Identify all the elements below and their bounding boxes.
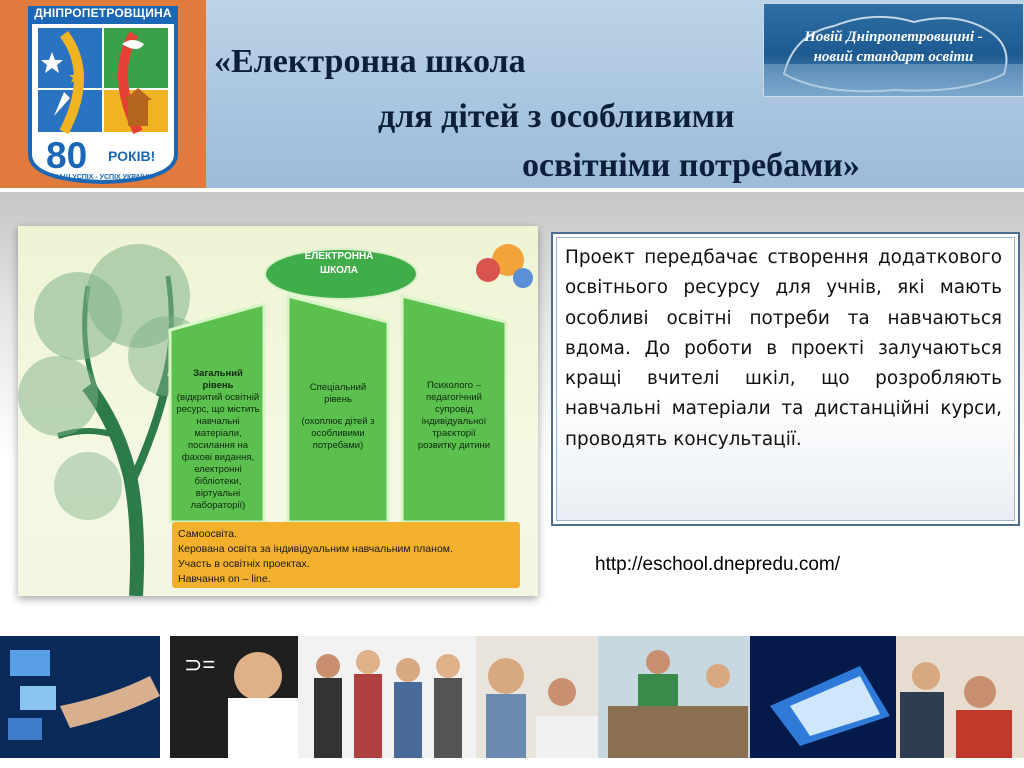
scheme-heading-line-1: ЕЛЕКТРОННА [304,251,374,262]
level-psych-line-3: супровід [435,404,473,415]
self-education-line-3: Участь в освітніх проектах. [178,558,310,570]
students-headphones-photo [476,636,598,758]
level-general-name-1: Загальний [193,368,243,379]
emblem-anniversary-number: 80 [46,135,88,176]
laptop-light-photo [750,636,896,758]
boy-with-math-photo [170,636,298,758]
level-psychological [402,380,506,452]
level-general-detail-2: ресурс, що містить [176,404,260,415]
level-general-detail-5: посилання на [187,440,249,451]
level-special-detail-2: особливими [311,428,365,439]
title-line-1: «Електронна школа [214,43,526,80]
svg-text:⊃=: ⊃= [184,652,216,677]
teenagers-group-photo [298,636,476,758]
self-education-line-2: Керована освіта за індивідуальним навчальним планом. [178,543,453,555]
level-special-detail-1: (охоплює дітей з [301,416,375,427]
banner-line-2: новий стандарт освіти [813,49,974,65]
emblem-anniversary-word: РОКІВ! [108,148,156,164]
students-lab-photo [598,636,750,758]
level-general-detail-4: матеріали, [194,428,242,439]
digital-touch-photo [0,636,160,758]
level-psych-line-5: траєкторії [432,428,476,439]
level-general-detail-1: (відкритий освітній [176,392,260,403]
scheme-heading-line-2: ШКОЛА [320,265,358,276]
emblem-motto: НАШ УСПІХ - УСПІХ УКРАЇНИ! [53,174,155,181]
e-school-scheme [18,226,538,596]
anniversary-emblem [24,4,182,184]
level-psych-line-2: педагогічний [426,392,482,403]
title-line-2: для дітей з особливими [378,98,735,135]
project-description-text: Проект передбачає створення додаткового освітнього ресурсу для учнів, які мають особливі освітні потреби та навчаються вдома. До роботи в проекті залучаються кращі вчителі шкіл, що розробляють навчальні матеріали та дистанційні курси, проводять консультації. [565,247,1002,450]
level-general-name-2: рівень [202,380,234,391]
level-special-name-2: рівень [324,394,352,405]
banner-line-1: Новій Дніпропетровщині - [804,29,983,45]
level-special-detail-3: потребами) [312,440,364,451]
level-general-detail-3: навчальні [196,416,240,427]
level-psych-line-6: розвитку дитини [417,440,491,451]
level-general-detail-9: віртуальні [195,488,241,499]
level-special-name-1: Спеціальний [309,382,367,393]
standard-banner [763,3,1024,97]
level-psych-line-1: Психолого – [427,380,481,391]
self-education-line-1: Самоосвіта. [178,528,238,540]
emblem-region-label: ДНІПРОПЕТРОВЩИНА [34,6,172,20]
photo-strip [0,636,1024,768]
level-general-detail-10: лабораторії) [190,500,246,511]
self-education-line-4: Навчання on – line. [178,573,271,585]
level-general-detail-6: фахові видання, [181,452,255,463]
scheme-heading [264,250,414,278]
level-general-detail-7: електронні [194,464,242,475]
level-general-detail-8: бібліотеки, [194,476,242,487]
project-link[interactable]: http://eschool.dnepredu.com/ [595,554,841,575]
level-special [288,382,388,452]
students-study-photo [896,636,1024,758]
level-psych-line-4: індивідуальної [421,416,487,427]
title-line-3: освітніми потребами» [522,147,860,184]
level-general [170,368,266,512]
